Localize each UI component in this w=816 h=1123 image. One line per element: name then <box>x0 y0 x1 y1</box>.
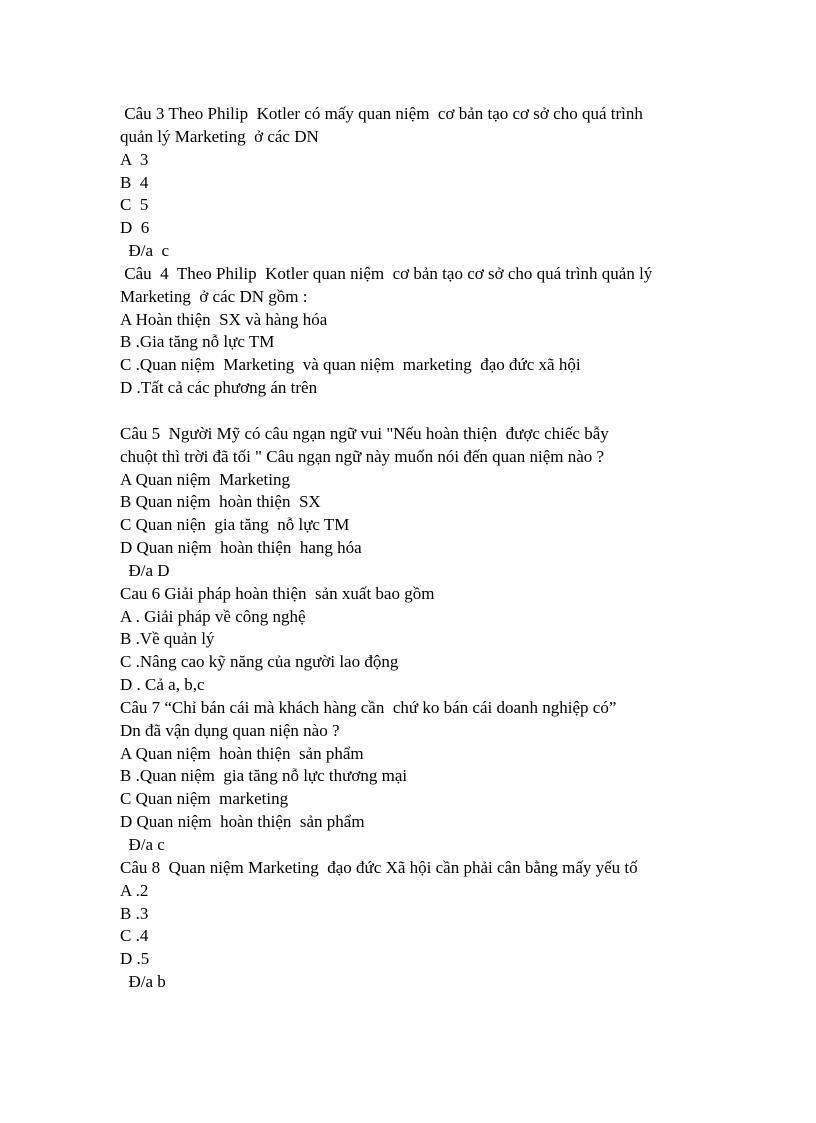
text-line: D .Tất cả các phương án trên <box>120 378 318 398</box>
text-line: chuột thì trời đã tối " Câu ngạn ngữ này muốn nói đến quan niệm nào ? <box>120 446 605 466</box>
text-line: C .4 <box>120 926 149 946</box>
text-line: Câu 7 “Chỉ bán cái mà khách hàng cần chứ ko bán cái doanh nghiệp có” <box>120 697 617 717</box>
text-line: D Quan niệm hoàn thiện hang hóa <box>120 538 362 558</box>
text-line: D Quan niệm hoàn thiện sản phẩm <box>120 812 365 832</box>
text-line: A Quan niệm hoàn thiện sản phẩm <box>120 743 364 763</box>
text-line: Đ/a b <box>120 972 166 992</box>
document-body <box>120 103 720 994</box>
text-line: A Hoàn thiện SX và hàng hóa <box>120 309 328 329</box>
text-line: A . Giải pháp về công nghệ <box>120 606 306 626</box>
text-line: Dn đã vận dụng quan niện nào ? <box>120 720 340 740</box>
text-block-1 <box>120 103 720 400</box>
text-line: Câu 4 Theo Philip Kotler quan niệm cơ bản tạo cơ sở cho quá trình quản lý <box>120 263 653 283</box>
text-line: D . Cả a, b,c <box>120 675 205 695</box>
text-line: Câu 3 Theo Philip Kotler có mấy quan niệm cơ bản tạo cơ sở cho quá trình <box>120 104 643 123</box>
text-line: Đ/a c <box>120 241 170 261</box>
text-line: A .2 <box>120 880 149 900</box>
text-line: A Quan niệm Marketing <box>120 469 290 489</box>
text-line: Câu 8 Quan niệm Marketing đạo đức Xã hội cần phải cân bằng mấy yếu tố <box>120 857 638 877</box>
text-line: C Quan niệm marketing <box>120 789 289 809</box>
text-line: C .Quan niệm Marketing và quan niệm marketing đạo đức xã hội <box>120 355 581 375</box>
text-line: Marketing ở các DN gồm : <box>120 286 308 306</box>
text-line: B .Quan niệm gia tăng nỗ lực thương mại <box>120 766 408 786</box>
paragraph-spacer <box>120 400 720 423</box>
text-line: B .Gia tăng nỗ lực TM <box>120 332 275 352</box>
text-line: B 4 <box>120 172 149 192</box>
text-line: Đ/a D <box>120 560 170 580</box>
text-block-2 <box>120 423 720 994</box>
text-line: B .Về quản lý <box>120 629 215 649</box>
text-line: D 6 <box>120 218 150 238</box>
text-line: Đ/a c <box>120 835 165 854</box>
text-line: C .Nâng cao kỹ năng của người lao động <box>120 652 399 672</box>
text-line: Câu 5 Người Mỹ có câu ngạn ngữ vui "Nếu hoàn thiện được chiếc bẫy <box>120 423 609 443</box>
text-line: D .5 <box>120 949 150 969</box>
text-line: B .3 <box>120 903 149 923</box>
text-line: B Quan niệm hoàn thiện SX <box>120 492 321 512</box>
text-line: Cau 6 Giải pháp hoàn thiện sản xuất bao gồm <box>120 583 435 603</box>
text-line: C 5 <box>120 195 149 215</box>
text-line: quản lý Marketing ở các DN <box>120 126 319 146</box>
text-line: C Quan niện gia tăng nỗ lực TM <box>120 515 350 535</box>
text-line: A 3 <box>120 149 149 169</box>
